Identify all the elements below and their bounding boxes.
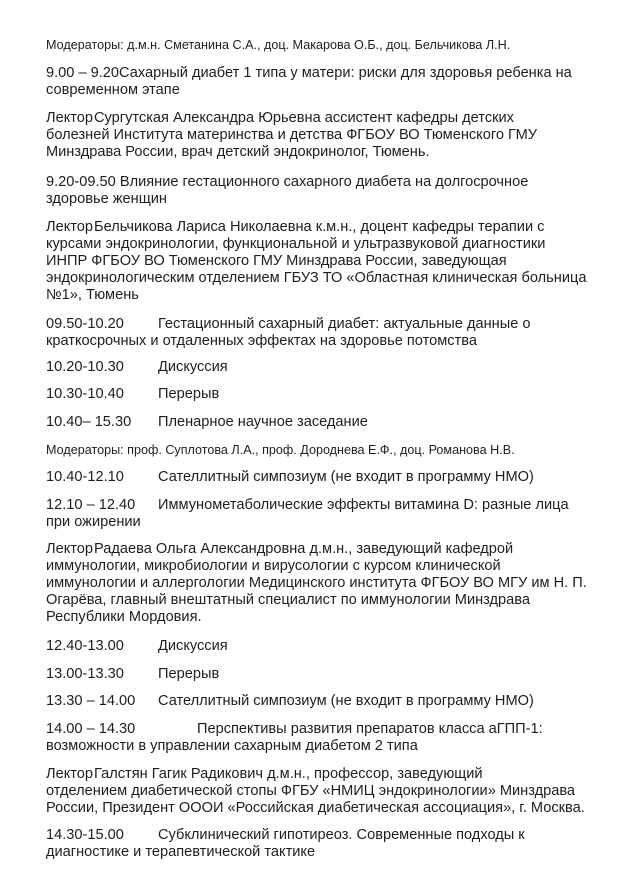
text-line [46,37,510,54]
program-item [46,497,569,531]
line-text: Сургутская Александра Юрьевна ассистент кафедры детских [94,110,514,126]
time-slot: 10.30-10.40 [46,386,124,402]
program-item [46,693,534,710]
text-line [46,469,534,486]
time-slot: 14.30-15.00 [46,827,124,843]
text-line [46,497,569,514]
text-line [46,592,587,609]
line-text: Дискуссия [158,638,228,654]
text-line [46,738,543,755]
program-item [46,359,228,376]
line-text: Влияние гестационного сахарного диабета на долгосрочное [119,174,529,190]
text-line [46,359,228,376]
lecturer-paragraph [46,219,586,304]
line-text: Огарёва, главный внештатный специалист по иммунологии Минздрава [46,592,530,608]
text-line [46,693,534,710]
lecturer-label: Лектор [46,766,93,782]
text-line [46,191,528,208]
program-item [46,174,528,208]
line-text: Субклинический гипотиреоз. Современные подходы к [158,827,525,843]
text-line [46,65,572,82]
line-text: отделением диабетической стопы ФГБУ «НМИЦ эндокринологии» Минздрава [46,783,576,799]
text-line [46,514,569,531]
line-text: Бельчикова Лариса Николаевна к.м.н., доцент кафедры терапии с [94,219,545,235]
time-slot: 9.20-09.50 [46,174,120,190]
line-text: краткосрочных и отдаленных эффектах на здоровье потомства [46,333,477,349]
program-item [46,414,368,431]
text-line [46,174,528,191]
program-item [46,666,219,683]
program-item [46,386,219,403]
text-line [46,253,586,270]
text-line [46,666,219,683]
line-text: Перспективы развития препаратов класса аГПП-1: [197,721,543,737]
line-text: Галстян Гагик Радикович д.м.н., профессор, заведующий [94,766,483,782]
text-line [46,575,587,592]
program-item [46,721,543,755]
lecturer-label: Лектор [46,541,93,557]
text-line [46,236,586,253]
lecturer-label: Лектор [46,110,93,126]
text-line [46,219,586,236]
program-item [46,316,530,350]
text-line [46,844,525,861]
text-line [46,82,572,99]
moderators-line [46,37,510,54]
moderators-line [46,442,515,459]
text-line [46,270,586,287]
lecturer-paragraph [46,110,537,161]
time-slot: 10.20-10.30 [46,359,124,375]
line-text: Радаева Ольга Александровна д.м.н., заведующий кафедрой [94,541,514,557]
program-item [46,827,525,861]
program-item [46,469,534,486]
program-item [46,638,228,655]
line-text: Республики Мордовия. [46,609,202,625]
line-text: Пленарное научное заседание [158,414,368,430]
line-text: диагностике и терапевтической тактике [46,844,316,860]
text-line [46,110,537,127]
text-line [46,144,537,161]
text-line [46,783,585,800]
text-line [46,721,543,738]
line-text: Сателлитный симпозиум (не входит в программу НМО) [158,693,534,709]
line-text: Модераторы: д.м.н. Сметанина С.А., доц. Макарова О.Б., доц. Бельчикова Л.Н. [46,38,511,52]
line-text: Иммунометаболические эффекты витамина D: разные лица [158,497,569,513]
line-text: Минздрава России, врач детский эндокринолог, Тюмень. [46,144,430,160]
text-line [46,558,587,575]
line-text: Сахарный диабет 1 типа у матери: риски для здоровья ребенка на [119,65,572,81]
line-text: курсами эндокринологии, функциональной и ультразвуковой диагностики [46,236,546,252]
line-text: №1», Тюмень [46,287,139,303]
lecturer-paragraph [46,766,585,817]
line-text: болезней Института материнства и детства ФГБОУ ВО Тюменского ГМУ [46,127,538,143]
text-line [46,287,586,304]
time-slot: 10.40-12.10 [46,469,124,485]
time-slot: 14.00 – 14.30 [46,721,136,737]
text-line [46,127,537,144]
line-text: Сателлитный симпозиум (не входит в программу НМО) [158,469,534,485]
line-text: здоровье женщин [46,191,167,207]
text-line [46,827,525,844]
program-item [46,65,572,99]
line-text: Перерыв [158,666,220,682]
line-text: России, Президент ОООИ «Российская диабетическая ассоциация», г. Москва. [46,800,585,816]
time-slot: 12.10 – 12.40 [46,497,136,513]
time-slot: 12.40-13.00 [46,638,124,654]
text-line [46,638,228,655]
line-text: Модераторы: проф. Суплотова Л.А., проф. Дороднева Е.Ф., доц. Романова Н.В. [46,443,515,457]
line-text: эндокринологическим отделением ГБУЗ ТО «Областная клиническая больница [46,270,587,286]
text-line [46,800,585,817]
text-line [46,541,587,558]
line-text: Дискуссия [158,359,228,375]
lecturer-paragraph [46,541,587,626]
line-text: ИНПР ФГБОУ ВО Тюменского ГМУ Минздрава России, заведующая [46,253,507,269]
time-slot: 13.00-13.30 [46,666,124,682]
line-text: Перерыв [158,386,220,402]
text-line [46,414,368,431]
line-text: современном этапе [46,82,180,98]
line-text: иммунологии, микробиологии и вирусологии с курсом клинической [46,558,501,574]
line-text: иммунологии и аллергологии Медицинского института ФГБОУ ВО МГУ им Н. П. [46,575,587,591]
text-line [46,316,530,333]
text-line [46,442,515,459]
text-line [46,386,219,403]
time-slot: 09.50-10.20 [46,316,124,332]
line-text: при ожирении [46,514,141,530]
text-line [46,333,530,350]
line-text: Гестационный сахарный диабет: актуальные данные о [158,316,531,332]
time-slot: 13.30 – 14.00 [46,693,136,709]
time-slot: 9.00 – 9.20 [46,65,120,81]
line-text: возможности в управлении сахарным диабетом 2 типа [46,738,418,754]
time-slot: 10.40– 15.30 [46,414,132,430]
text-line [46,766,585,783]
lecturer-label: Лектор [46,219,93,235]
text-line [46,609,587,626]
